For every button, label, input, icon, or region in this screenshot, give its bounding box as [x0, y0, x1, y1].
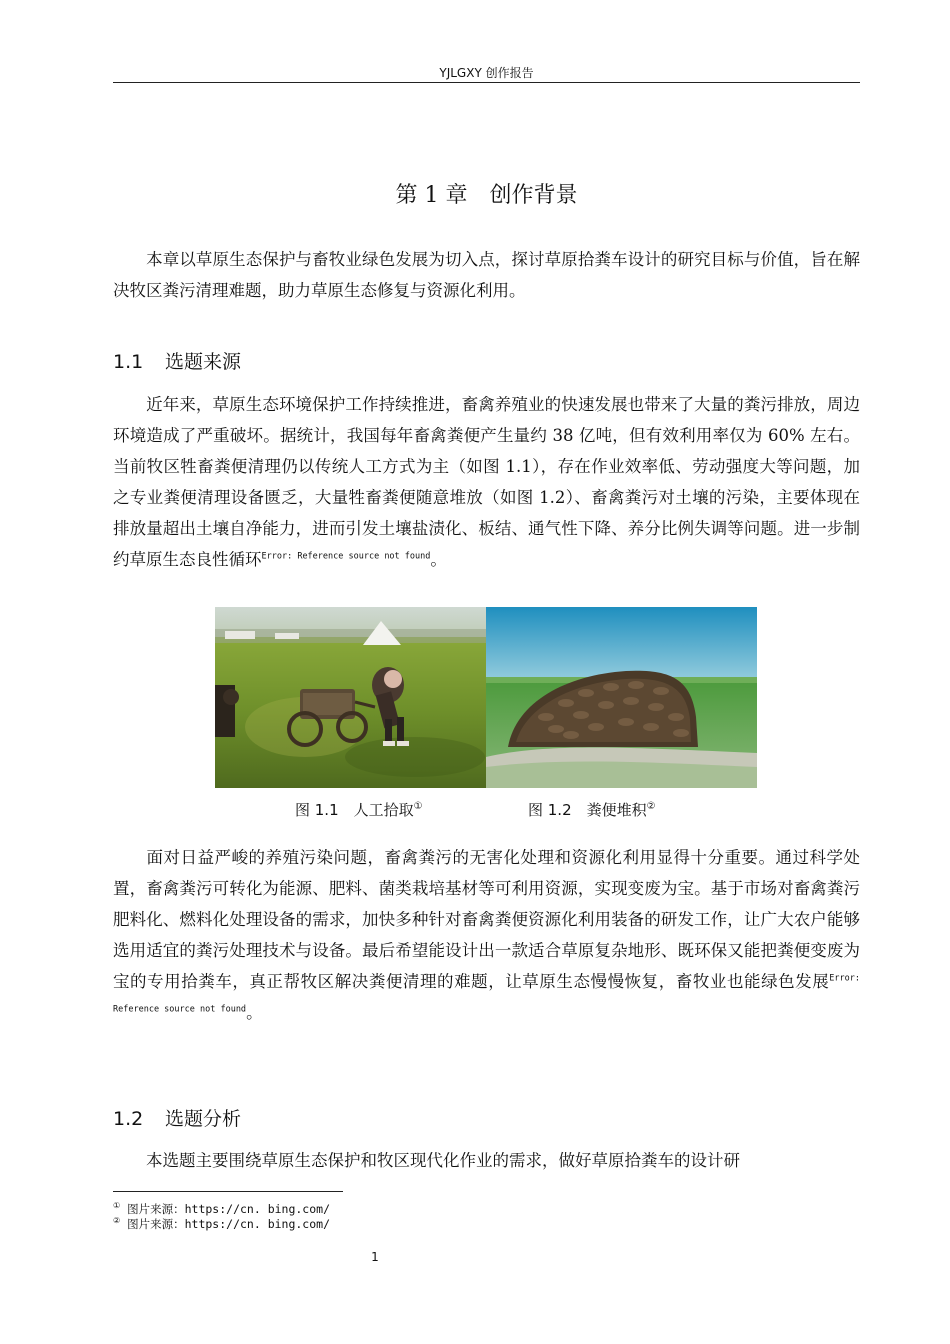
- dung-pile-image: [486, 607, 757, 788]
- section-title: 选题来源: [165, 351, 242, 373]
- paragraph-text: 近年来，草原生态环境保护工作持续推进，畜禽养殖业的快速发展也带来了大量的粪污排放，周边环境造成了严重破坏。据统计，我国每年畜禽粪便产生量约 38 亿吨，但有效利用率仅为 60% 左右。当前牧区牲畜粪便清理仍以传统人工方式为主（如图 1.1），存在作业效率低、劳动强度大等问题，加之专业粪便清理设备匮乏，大量牲畜粪便随意堆放（如图 1.2）、畜禽粪污对土壤的污染，主要体现在排放量超出土壤自净能力，进而引发土壤盐渍化、板结、通气性下降、养分比例失调等问题。进一步制约草原生态良性循环: [113, 395, 860, 569]
- section-1-1-paragraph-1: [113, 389, 860, 575]
- figure-dung-pile: [486, 607, 757, 788]
- chapter-title: [113, 178, 860, 209]
- chapter-intro-text: 本章以草原生态保护与畜牧业绿色发展为切入点，探讨草原拾粪车设计的研究目标与价值，旨在解决牧区粪污清理难题，助力草原生态修复与资源化利用。: [113, 250, 860, 300]
- paragraph-end: 。: [430, 550, 447, 569]
- footnote-mark: ①: [113, 1201, 121, 1211]
- page-number: 1: [371, 1250, 379, 1264]
- figure-caption-1-2: [528, 799, 656, 820]
- footnote-text: 图片来源：https://cn. bing.com/: [127, 1202, 331, 1216]
- caption-text: 图 1.2 粪便堆积: [528, 801, 647, 819]
- caption-text: 图 1.1 人工拾取: [295, 801, 414, 819]
- section-title: 选题分析: [165, 1108, 242, 1130]
- paragraph-end: 。: [246, 1003, 263, 1022]
- chapter-intro: [113, 244, 860, 306]
- paragraph-text: 面对日益严峻的养殖污染问题，畜禽粪污的无害化处理和资源化利用显得十分重要。通过科学处置，畜禽粪污可转化为能源、肥料、菌类栽培基材等可利用资源，实现变废为宝。基于市场对畜禽粪污肥料化、燃料化处理设备的需求，加快多种针对畜禽粪便资源化利用装备的研发工作，让广大农户能够选用适宜的粪污处理技术与设备。最后希望能设计出一款适合草原复杂地形、既环保又能把粪便变废为宝的专用拾粪车，真正帮牧区解决粪便清理的难题，让草原生态慢慢恢复，畜牧业也能绿色发展: [113, 848, 860, 991]
- footnote-mark: ②: [113, 1216, 121, 1226]
- page-header: YJLGXY 创作报告: [439, 66, 534, 80]
- section-1-1-paragraph-2: [113, 842, 860, 1028]
- paragraph-text: 本选题主要围绕草原生态保护和牧区现代化作业的需求，做好草原拾粪车的设计研: [146, 1151, 740, 1170]
- reference-error: Error: Reference source not found: [261, 551, 431, 562]
- header-rule: [113, 82, 860, 83]
- section-heading-1-2: [113, 1104, 241, 1131]
- footnote-2: [113, 1216, 330, 1232]
- grassland-worker-image: [215, 607, 486, 788]
- section-number: 1.1: [113, 351, 144, 373]
- figure-caption-1-1: [295, 799, 423, 820]
- footnote-text: 图片来源：https://cn. bing.com/: [127, 1217, 331, 1231]
- caption-footnote-mark: ①: [413, 801, 423, 812]
- section-number: 1.2: [113, 1108, 144, 1130]
- section-heading-1-1: [113, 347, 241, 374]
- caption-footnote-mark: ②: [646, 801, 656, 812]
- section-1-2-paragraph-1: [113, 1145, 860, 1176]
- reference-error: Error: Reference source not found: [113, 973, 860, 1015]
- footnote-separator: [113, 1191, 343, 1192]
- footnote-1: [113, 1201, 330, 1217]
- chapter-number: 第 1 章: [395, 183, 468, 208]
- figure-manual-picking: [215, 607, 486, 788]
- chapter-name: 创作背景: [489, 183, 578, 208]
